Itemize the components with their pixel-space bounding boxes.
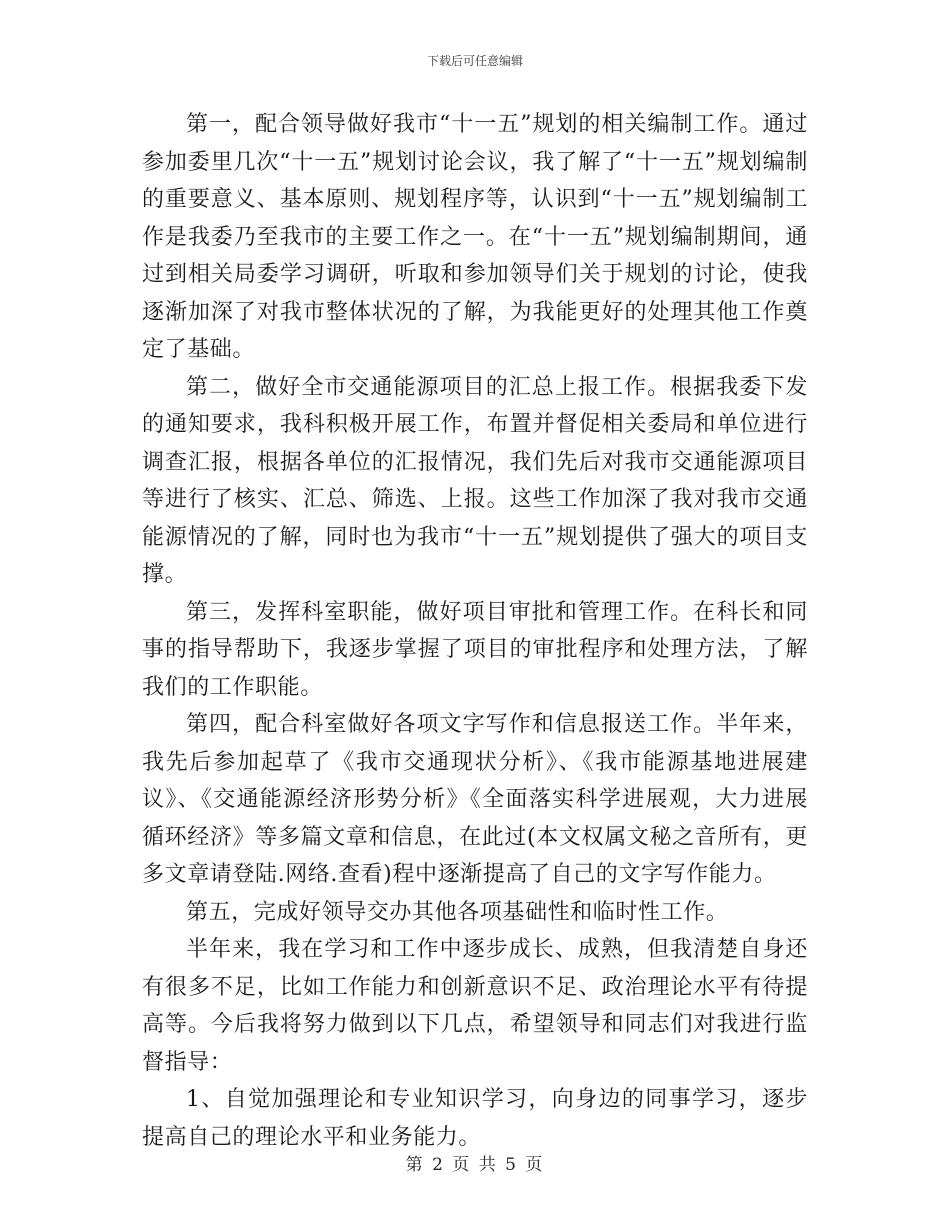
paragraph-1: 第一，配合领导做好我市“十一五”规划的相关编制工作。通过参加委里几次“十一五”规划讨论会议，我了解了“十一五”规划编制的重要意义、基本原则、规划程序等，认识到“十一五”规划编制工作是我委乃至我市的主要工作之一。在“十一五”规划编制期间，通过到相关局委学习调研，听取和参加领导们关于规划的讨论，使我逐渐加深了对我市整体状况的了解，为我能更好的处理其他工作奠定了基础。 <box>142 112 808 362</box>
paragraph-6: 半年来，我在学习和工作中逐步成长、成熟，但我清楚自身还有很多不足，比如工作能力和创新意识不足、政治理论水平有待提高等。今后我将努力做到以下几点，希望领导和同志们对我进行监督指导： <box>142 937 808 1075</box>
document-body <box>142 106 808 1156</box>
page-number: 第 2 页 共 5 页 <box>405 1155 545 1175</box>
paragraph-7: 1、自觉加强理论和专业知识学习，向身边的同事学习，逐步提高自己的理论水平和业务能力。 <box>142 1087 808 1150</box>
paragraph-2: 第二，做好全市交通能源项目的汇总上报工作。根据我委下发的通知要求，我科积极开展工作，布置并督促相关委局和单位进行调查汇报，根据各单位的汇报情况，我们先后对我市交通能源项目等进行了核实、汇总、筛选、上报。这些工作加深了我对我市交通能源情况的了解，同时也为我市“十一五”规划提供了强大的项目支撑。 <box>142 374 808 587</box>
page-header: 下载后可任意编辑 <box>426 54 523 68</box>
paragraph-3: 第三，发挥科室职能，做好项目审批和管理工作。在科长和同事的指导帮助下，我逐步掌握了项目的审批程序和处理方法，了解我们的工作职能。 <box>142 599 808 700</box>
paragraph-5: 第五，完成好领导交办其他各项基础性和临时性工作。 <box>186 899 729 925</box>
paragraph-4: 第四，配合科室做好各项文字写作和信息报送工作。半年来，我先后参加起草了《我市交通现状分析》、《我市能源基地进展建议》、《交通能源经济形势分析》《全面落实科学进展观，大力进展循环经济》等多篇文章和信息，在此过(本文权属文秘之音所有，更多文章请登陆.网络.查看)程中逐渐提高了自己的文字写作能力。 <box>142 712 808 887</box>
